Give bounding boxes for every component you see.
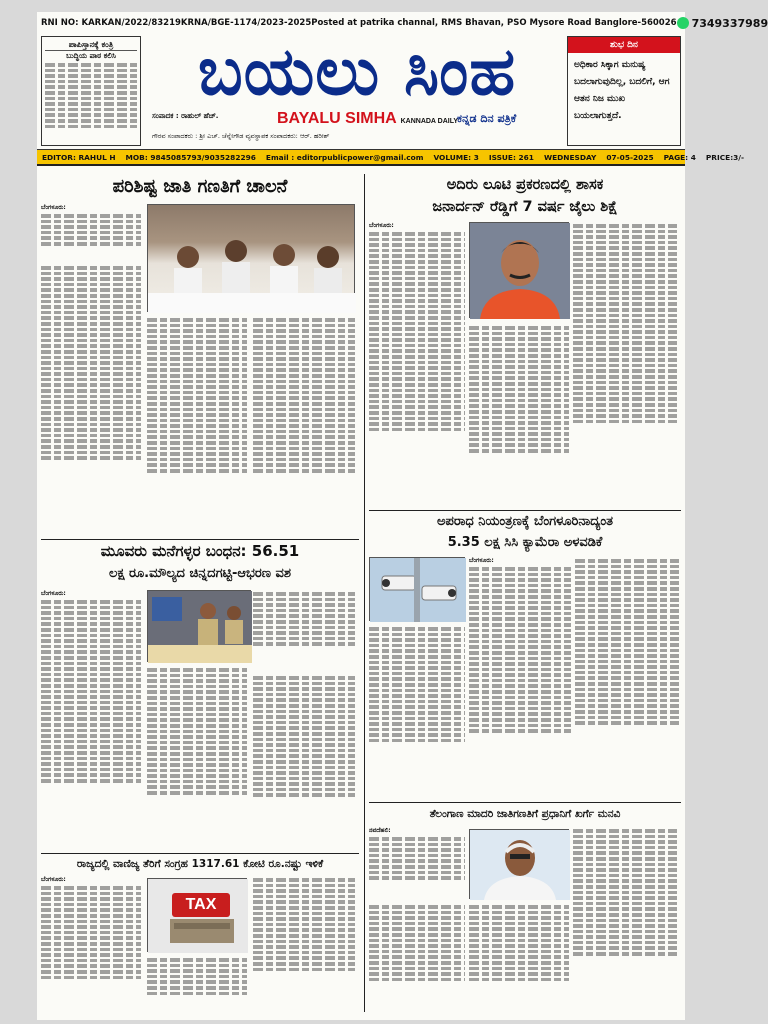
body-cctv-col3 (575, 559, 679, 725)
headline-telangana: ತೆಲಂಗಾಣ ಮಾದರಿ ಜಾತಿಗಣತಿಗೆ ಪ್ರಧಾನಿಗೆ ಖರ್ಗೆ ಮನವಿ (429, 808, 621, 820)
tax-photo-label: TAX (185, 896, 217, 913)
masthead-logo: ಬಯಲು ಸಿಂಹ (197, 33, 517, 110)
photo-janardhan-reddy (469, 222, 569, 318)
body-telangana-col3 (573, 829, 677, 956)
headline-tax: ರಾಜ್ಯದಲ್ಲಿ ವಾಣಿಜ್ಯ ತೆರಿಗೆ ಸಂಗ್ರಹ 1317.61 ಕೋಟಿ ರೂ.ನಷ್ಟು ಇಳಿಕೆ (76, 858, 324, 870)
body-tax-col1 (41, 886, 141, 979)
info-day: WEDNESDAY (543, 152, 597, 162)
info-editor: EDITOR: RAHUL H (42, 152, 116, 162)
body-janardhan-col3 (573, 224, 677, 423)
info-volume: VOLUME: 3 (433, 152, 479, 162)
body-tax-col2 (147, 958, 247, 995)
article-tax (41, 853, 359, 1015)
body-theft-col2 (147, 668, 247, 795)
body-caste-census-col2 (147, 318, 247, 473)
masthead-english-title (277, 110, 458, 128)
article-telangana (369, 802, 681, 1015)
body-janardhan-col2 (469, 326, 569, 453)
info-mobile: MOB: 9845085793/9035282296 (125, 152, 256, 162)
info-price: PRICE:3/- (705, 152, 745, 162)
thought-heading: ಶುಭ ದಿನ (568, 37, 680, 53)
body-telangana-col1-top (369, 837, 465, 880)
dateline-janardhan: ಬೆಂಗಳೂರು: (369, 222, 394, 229)
whatsapp-contact (677, 17, 768, 30)
info-issue: ISSUE: 261 (488, 152, 534, 162)
newspaper-page (37, 12, 768, 1020)
dateline-theft: ಬೆಂಗಳೂರು: (41, 590, 66, 597)
dateline-cctv: ಬೆಂಗಳೂರು: (469, 557, 494, 564)
body-caste-census-col3 (253, 318, 355, 473)
english-title-small: KANNADA DAILY (400, 118, 459, 125)
headline-cctv-2: 5.35 ಲಕ್ಷ ಸಿಸಿ ಕ್ಯಾಮೆರಾ ಅಳವಡಿಕೆ (447, 535, 603, 550)
headline-janardhan-1: ಅದಿರು ಲೂಟಿ ಪ್ರಕರಣದಲ್ಲಿ ಶಾಸಕ (446, 177, 604, 193)
headline-janardhan-2: ಜನಾರ್ದನ್ ರೆಡ್ಡಿಗೆ 7 ವರ್ಷ ಜೈಲು ಶಿಕ್ಷೆ (432, 199, 618, 215)
info-date: 07-05-2025 (606, 152, 654, 162)
body-caste-census-lead (41, 214, 141, 246)
left-ear-heading: ಪಾಪಿಸ್ತಾನಕ್ಕೆ ಕಂತ್ರಿ (45, 40, 137, 51)
body-janardhan-col1 (369, 232, 465, 431)
dateline-telangana: ನವದೆಹಲಿ: (369, 827, 391, 834)
dateline-tax: ಬೆಂಗಳೂರು: (41, 876, 66, 883)
dateline-caste-census: ಬೆಂಗಳೂರು: (41, 204, 66, 211)
left-ear-box (41, 36, 141, 146)
headline-cctv-1: ಅಪರಾಧ ನಿಯಂತ್ರಣಕ್ಕೆ ಬೆಂಗಳೂರಿನಾದ್ಯಂತ (436, 514, 614, 529)
body-telangana-col1 (369, 905, 465, 981)
body-theft-col3 (253, 676, 355, 797)
photo-kharge (469, 829, 569, 899)
rni-number: RNI NO: KARKAN/2022/83219 (41, 18, 181, 28)
body-theft-col1 (41, 600, 141, 783)
whatsapp-icon (677, 17, 689, 29)
whatsapp-number: 7349337989 (691, 16, 768, 30)
right-ear-box (567, 36, 681, 146)
masthead (37, 34, 685, 150)
article-theft-arrest (41, 539, 359, 851)
body-cctv-col1 (369, 627, 465, 742)
photo-police-recovery (147, 590, 251, 662)
column-divider-main (364, 174, 365, 1012)
photo-tax (147, 878, 247, 952)
contributors-line: ಗೌರವ ಸಂಪಾದಕರು : ಶ್ರೀ ಎಚ್. ಚೆನ್ನೇಗೌಡ ವ್ಯವಸ್ಥಾಪಕ ಸಂಪಾದಕರು: ಆರ್. ಹರೀಶ್ (152, 132, 330, 140)
info-email: Email : editorpublicpower@gmail.com (265, 152, 424, 162)
english-title: BAYALU SIMHA (277, 110, 397, 127)
headline-caste-census: ಪರಿಶಿಷ್ಟ ಜಾತಿ ಗಣತಿಗೆ ಚಾಲನೆ (112, 176, 288, 197)
thought-quote: ಅಧಿಕಾರ ಸಿಕ್ಕಾಗ ಮನುಷ್ಯ ಬದಲಾಗುವುದಿಲ್ಲ, ಬದಲಿಗೆ, ಆಗ ಆತನ ನಿಜ ಮುಖ ಬಯಲಾಗುತ್ತದೆ. (574, 60, 670, 121)
article-janardhan (369, 174, 681, 508)
posting-info: Posted at patrika channal, RMS Bhavan, PSO Mysore Road Banglore-560026 (311, 18, 677, 28)
body-tax-col3 (253, 878, 355, 971)
article-cctv (369, 510, 681, 800)
left-ear-subheading: ಬುದ್ಧಿಯ ಪಾಠ ಕಲಿಸಿ (66, 51, 116, 60)
body-theft-col3-top (253, 592, 355, 646)
editor-credit: ಸಂಪಾದಕ : ರಾಹುಲ್ ಹೆಚ್. (152, 112, 219, 120)
headline-theft-1: ಮೂವರು ಮನೆಗಳ್ಳರ ಬಂಧನ: 56.51 (100, 542, 300, 560)
article-caste-census (41, 174, 359, 536)
info-bar (37, 150, 745, 166)
body-cctv-col2 (469, 567, 571, 733)
masthead-tagline: ಕನ್ನಡ ದಿನ ಪತ್ರಿಕೆ (457, 112, 517, 125)
headline-theft-2: ಲಕ್ಷ ರೂ.ಮೌಲ್ಯದ ಚಿನ್ನದಗಟ್ಟಿ-ಆಭರಣ ವಶ (109, 566, 291, 581)
registration-strip (37, 12, 768, 34)
photo-cctv-cameras (369, 557, 465, 621)
body-caste-census-col1 (41, 266, 141, 460)
body-telangana-col2 (469, 905, 569, 981)
krna-number: KRNA/BGE-1174/2023-2025 (180, 18, 312, 28)
left-ear-body (45, 63, 137, 128)
photo-caste-census-meeting (147, 204, 355, 312)
info-page: PAGE: 4 (663, 152, 696, 162)
